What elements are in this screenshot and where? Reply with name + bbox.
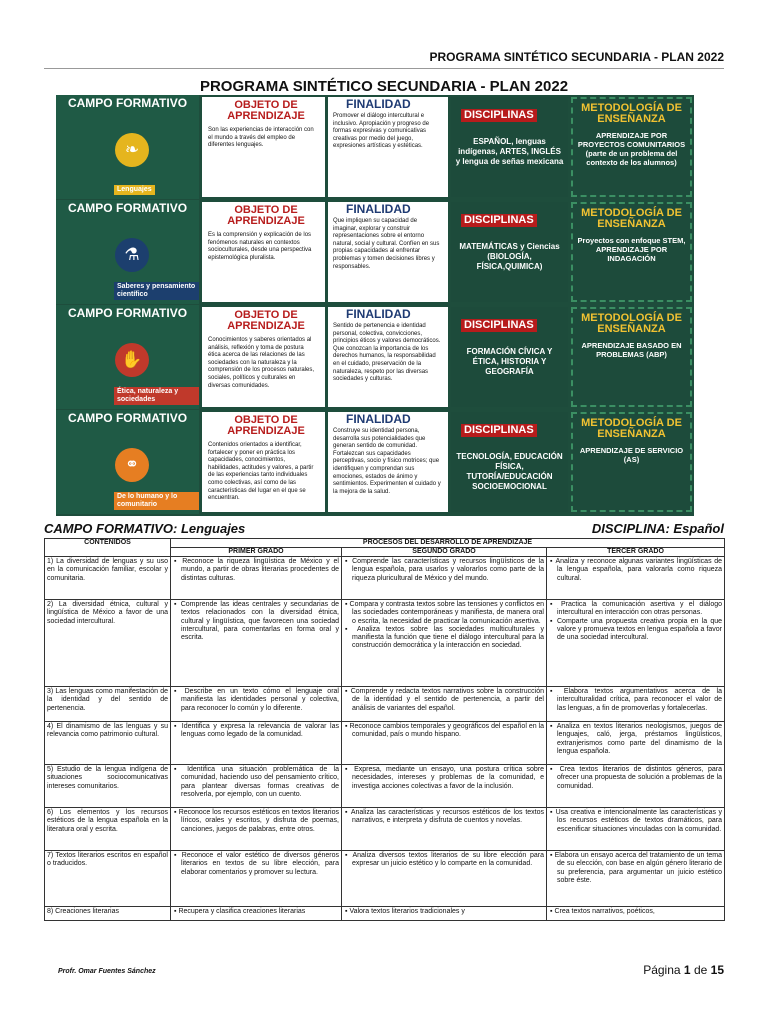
bullet-text: Reconoce cambios temporales y geográficos del español en la comunidad, país o mundo hispano. xyxy=(349,723,544,739)
page-title: PROGRAMA SINTÉTICO SECUNDARIA - PLAN 2022 xyxy=(199,78,569,95)
disciplinas-card xyxy=(451,202,568,302)
bullet-item: ▪ Analiza diversos textos literarios de su libre elección para expresar un juicio estético y lo comparte en la comunidad. xyxy=(345,852,544,868)
bullet-text: Elabora un ensayo acerca del tratamiento de un tema de su elección, con base en algún género literario de su preferencia, para argumentar un juicio estético sobre éste. xyxy=(554,852,723,884)
table-row xyxy=(45,687,725,722)
campo-row xyxy=(56,200,694,304)
campo-title: CAMPO FORMATIVO xyxy=(67,96,188,110)
bullet-item: ▪ Identifica y expresa la relevancia de valorar las lenguas como legado de la comunidad. xyxy=(174,723,339,739)
objeto-title: OBJETO DE APRENDIZAJE xyxy=(227,309,305,332)
bullet-item: ▪ Reconoce el valor estético de diversos géneros literarios en textos de su libre elección, para elaborar comentarios y promover su lectura. xyxy=(174,852,339,876)
bullet-text: Analiza las características y recursos estéticos de los textos narrativos, e interpreta y disfruta de cuentos y novelas. xyxy=(350,809,544,825)
grado-cell xyxy=(342,600,547,687)
disciplinas-card xyxy=(451,97,568,197)
bullet-text: Valora textos literarios tradicionales y xyxy=(349,908,465,915)
grado-cell xyxy=(547,557,725,600)
page-label: Página xyxy=(643,963,681,977)
disciplinas-title: DISCIPLINAS xyxy=(461,109,537,122)
grado-cell xyxy=(342,687,547,722)
bullet-text: Crea textos literarios de distintos géneros, para ofrecer una propuesta de solución a problemas de la comunidad. xyxy=(557,766,723,790)
grado-cell xyxy=(342,851,547,907)
finalidad-text: Construye su identidad persona, desarrolla sus potencialidades que generan sentido de comunidad. Fortalezcan sus capacidades perceptivas, socio y físico motrices; que identifiquen y comprendan sus emociones, estados de ánimo y sentimientos. Experimenten el cuidado y la mejora de la salud. xyxy=(333,428,441,495)
contenido-cell xyxy=(45,722,171,765)
campo-panel xyxy=(56,95,199,199)
bullet-item: ▪ Elabora textos argumentativos acerca de la interculturalidad crítica, para reconocer el valor de las lenguas, a fin de promoverlas y fortalecerlas. xyxy=(550,688,723,712)
objeto-text: Son las experiencias de interacción con el mundo a través del empleo de diferentes lenguajes. xyxy=(208,127,314,149)
handshake-icon: ⚭ xyxy=(115,448,149,482)
campo-formativo-heading: CAMPO FORMATIVO: Lenguajes xyxy=(44,521,246,536)
grado-cell xyxy=(547,907,725,921)
table-row xyxy=(45,765,725,808)
finalidad-title: FINALIDAD xyxy=(346,202,411,216)
contenido-text: 7) Textos literarios escritos en español o traducidos. xyxy=(47,852,168,868)
grado-cell xyxy=(547,808,725,851)
running-header: PROGRAMA SINTÉTICO SECUNDARIA - PLAN 2022 xyxy=(429,50,724,64)
contenido-text: 8) Creaciones literarias xyxy=(47,908,119,915)
metodologia-text: APRENDIZAJE POR PROYECTOS COMUNITARIOS (parte de un problema del contexto de los alumnos) xyxy=(577,131,686,167)
metodologia-card xyxy=(571,412,692,512)
bullet-item: ▪ Elabora un ensayo acerca del tratamiento de un tema de su elección, con base en algún género literario de su preferencia, para argumentar un juicio estético sobre éste. xyxy=(550,852,723,884)
disciplinas-text: MATEMÁTICAS y Ciencias (BIOLOGÍA, FÍSICA,QUIMICA) xyxy=(459,242,560,271)
grado-cell xyxy=(547,722,725,765)
finalidad-title: FINALIDAD xyxy=(346,307,411,321)
finalidad-title: FINALIDAD xyxy=(346,97,411,111)
metodologia-title: METODOLOGÍA DE ENSEÑANZA xyxy=(581,417,682,440)
header-contenidos: CONTENIDOS xyxy=(45,539,171,557)
grado-cell xyxy=(547,687,725,722)
bullet-item: ▪ Crea textos literarios de distintos géneros, para ofrecer una propuesta de solución a problemas de la comunidad. xyxy=(550,766,723,790)
grado-cell xyxy=(342,722,547,765)
finalidad-text: Promover el diálogo intercultural e inclusivo. Apropiación y progreso de formas expresivas y comunicativas creativas por medio del juego, expresiones artísticas y estéticas. xyxy=(333,113,430,150)
grado-cell xyxy=(171,722,342,765)
bullet-item: ▪ Analiza las características y recursos estéticos de los textos narrativos, e interpreta y disfruta de cuentos y novelas. xyxy=(345,809,544,825)
disciplinas-title: DISCIPLINAS xyxy=(461,319,537,332)
bullet-text: Analiza textos sobre las sociedades multiculturales y manifiesta la función que tiene el diálogo intercultural para la construcción democrática y la interacción en sociedad. xyxy=(352,625,544,650)
contenido-text: 1) La diversidad de lenguas y su uso en la comunicación familiar, escolar y comunitaria. xyxy=(47,558,168,582)
contenido-cell xyxy=(45,808,171,851)
bullet-item: ▪ Analiza textos sobre las sociedades multiculturales y manifiesta la función que tiene el diálogo intercultural para la construcción democrática y la interacción en sociedad. xyxy=(345,625,544,650)
bullet-text: Reconoce el valor estético de diversos géneros literarios en textos de su libre elección, para elaborar comentarios y promover su lectura. xyxy=(181,852,339,876)
bullet-item: ▪ Reconoce la riqueza lingüística de México y el mundo, a partir de obras literarias procedentes de distintas culturas. xyxy=(174,558,339,582)
bullet-text: Identifica una situación problemática de la comunidad, haciendo uso del pensamiento crítico, para plantear diversas formas creativas de resolverla, por ejemplo, con un cuento. xyxy=(181,766,339,798)
bullet-item: ▪ Comprende y redacta textos narrativos sobre la construcción de la identidad y el sentido de pertenencia, a partir del análisis de variantes del español. xyxy=(345,688,544,712)
contenido-cell xyxy=(45,600,171,687)
contenido-cell xyxy=(45,687,171,722)
campos-infographic xyxy=(56,95,694,516)
page-of: de xyxy=(693,963,708,977)
bullet-text: Expresa, mediante un ensayo, una postura crítica sobre necesidades, intereses y problemas de la comunidad, e investiga acciones colectivas a favor de la inclusión. xyxy=(352,766,544,790)
disciplina-heading: DISCIPLINA: Español xyxy=(591,521,724,536)
campo-label: Saberes y pensamiento científico xyxy=(114,282,199,300)
bullet-item: ▪ Expresa, mediante un ensayo, una postura crítica sobre necesidades, intereses y problemas de la comunidad, e investiga acciones colectivas a favor de la inclusión. xyxy=(345,766,544,790)
bullet-text: Comprende y redacta textos narrativos sobre la construcción de la identidad y el sentido de pertenencia, a partir del análisis de variantes del español. xyxy=(350,688,544,712)
bullet-item: ▪ Analiza y reconoce algunas variantes lingüísticas de la lengua española, para valorarla como riqueza cultural. xyxy=(550,558,723,582)
page-total: 15 xyxy=(710,963,724,977)
bullet-item: ▪ Comprende las características y recursos lingüísticos de la lengua española, para usarlos y valorarlos como parte de la riqueza pluricultural de México y del mundo. xyxy=(345,558,544,582)
header-divider xyxy=(44,68,724,69)
table-row xyxy=(45,557,725,600)
objeto-title: OBJETO DE APRENDIZAJE xyxy=(227,204,305,227)
table-row xyxy=(45,907,725,921)
contenido-text: 2) La diversidad étnica, cultural y lingüística de México a favor de una sociedad intercultural. xyxy=(47,601,168,625)
flask-icon: ⚗ xyxy=(115,238,149,272)
objeto-title: OBJETO DE APRENDIZAJE xyxy=(227,414,305,437)
contenido-text: 6) Los elementos y los recursos estéticos de la lengua española en la literatura oral y escrita. xyxy=(47,809,168,833)
finalidad-title: FINALIDAD xyxy=(346,412,411,426)
campo-label: Ética, naturaleza y sociedades xyxy=(114,387,199,405)
bullet-text: Reconoce los recursos estéticos en textos literarios líricos, orales y escritos, y disfruta de poemas, canciones, juegos de palabras, entre otros. xyxy=(178,809,339,833)
page-current: 1 xyxy=(683,963,691,977)
disciplinas-text: TECNOLOGÍA, EDUCACIÓN FÍSICA, TUTORÍA/EDUCACIÓN SOCIOEMOCIONAL xyxy=(456,452,563,491)
bullet-text: Analiza y reconoce algunas variantes lingüísticas de la lengua española, para valorarla como riqueza cultural. xyxy=(555,558,723,582)
metodologia-title: METODOLOGÍA DE ENSEÑANZA xyxy=(581,207,682,230)
objeto-card xyxy=(202,97,325,197)
header-tercer-grado: TERCER GRADO xyxy=(547,548,725,557)
bullet-text: Comparte una propuesta creativa propia en la que valore y promueva textos en lengua española a favor de una sociedad intercultural. xyxy=(557,617,723,642)
grado-cell xyxy=(171,557,342,600)
objeto-text: Es la comprensión y explicación de los fenómenos naturales en contextos socioculturales, desde una perspectiva epistemológica pluralista. xyxy=(208,232,312,261)
grado-cell xyxy=(171,907,342,921)
grado-cell xyxy=(171,808,342,851)
objeto-text: Conocimientos y saberes orientados al análisis, reflexión y toma de postura ética acerca de las relaciones de las sociedades con la naturaleza y la comprensión de los procesos naturales, sociales, políticos y culturales en diversas comunidades. xyxy=(208,337,315,389)
finalidad-card xyxy=(328,97,448,197)
metodologia-card xyxy=(571,307,692,407)
campo-title: CAMPO FORMATIVO xyxy=(67,411,188,425)
bullet-item: ▪ Comparte una propuesta creativa propia en la que valore y promueva textos en lengua española a favor de una sociedad intercultural. xyxy=(550,617,723,642)
table-row xyxy=(45,851,725,907)
bullet-item: ▪ Usa creativa e intencionalmente las características y los recursos estéticos de textos dramáticos, para escenificar situaciones vinculadas con la comunidad. xyxy=(550,809,723,833)
finalidad-card xyxy=(328,307,448,407)
bullet-text: Elabora textos argumentativos acerca de la interculturalidad crítica, para reconocer el valor de las lenguas, a fin de promoverlas y fortalecerlas. xyxy=(557,688,723,712)
grado-cell xyxy=(171,600,342,687)
contenido-cell xyxy=(45,907,171,921)
objeto-title: OBJETO DE APRENDIZAJE xyxy=(227,99,305,122)
metodologia-text: APRENDIZAJE BASADO EN PROBLEMAS (ABP) xyxy=(581,341,682,359)
campo-title: CAMPO FORMATIVO xyxy=(67,201,188,215)
disciplinas-title: DISCIPLINAS xyxy=(461,424,537,437)
bullet-item: ▪ Crea textos narrativos, poéticos, xyxy=(550,908,655,915)
table-row xyxy=(45,808,725,851)
bullet-text: Identifica y expresa la relevancia de valorar las lenguas como legado de la comunidad. xyxy=(181,723,339,739)
bullet-item: ▪ Valora textos literarios tradicionales y xyxy=(345,908,465,915)
bullet-text: Comprende las características y recursos lingüísticos de la lengua española, para usarlos y valorarlos como parte de la riqueza pluricultural de México y del mundo. xyxy=(352,558,544,582)
metodologia-text: Proyectos con enfoque STEM, APRENDIZAJE POR INDAGACIÓN xyxy=(577,236,686,263)
campo-row xyxy=(56,305,694,409)
campo-label: Lenguajes xyxy=(114,185,155,195)
bullet-text: Compara y contrasta textos sobre las tensiones y conflictos en las sociedades contemporáneas y manifiesta, de manera oral o escrita, la necesidad de practicar la comunicación asertiva. xyxy=(349,601,544,625)
metodologia-card xyxy=(571,202,692,302)
disciplinas-card xyxy=(451,412,568,512)
objeto-card xyxy=(202,307,325,407)
objeto-card xyxy=(202,412,325,512)
bullet-text: Recupera y clasifica creaciones literarias xyxy=(178,908,306,915)
bullet-text: Usa creativa e intencionalmente las características y los recursos estéticos de textos dramáticos, para escenificar situaciones vinculadas con la comunidad. xyxy=(555,809,723,833)
page-number xyxy=(643,963,724,977)
campo-panel xyxy=(56,410,199,514)
bullet-item: ▪ Reconoce cambios temporales y geográficos del español en la comunidad, país o mundo hispano. xyxy=(345,723,544,739)
campo-row xyxy=(56,410,694,514)
campo-panel xyxy=(56,200,199,304)
programa-table xyxy=(44,538,725,921)
contenido-cell xyxy=(45,765,171,808)
header-primer-grado: PRIMER GRADO xyxy=(171,548,342,557)
bullet-item: ▪ Reconoce los recursos estéticos en textos literarios líricos, orales y escritos, y disfruta de poemas, canciones, juegos de palabras, entre otros. xyxy=(174,809,339,833)
bullet-item: ▪ Compara y contrasta textos sobre las tensiones y conflictos en las sociedades contemporáneas y manifiesta, de manera oral o escrita, la necesidad de practicar la comunicación asertiva. xyxy=(345,601,544,625)
campo-row xyxy=(56,95,694,199)
contenido-text: 3) Las lenguas como manifestación de la identidad y del sentido de pertenencia. xyxy=(47,688,168,712)
table-row xyxy=(45,600,725,687)
finalidad-card xyxy=(328,412,448,512)
bullet-item: ▪ Recupera y clasifica creaciones literarias xyxy=(174,908,306,915)
grado-cell xyxy=(342,907,547,921)
grado-cell xyxy=(171,851,342,907)
hand-icon: ✋ xyxy=(115,343,149,377)
contenido-cell xyxy=(45,557,171,600)
metodologia-title: METODOLOGÍA DE ENSEÑANZA xyxy=(581,102,682,125)
bullet-item: ▪ Practica la comunicación asertiva y el diálogo intercultural en interacción con otras personas. xyxy=(550,601,722,617)
header-procesos: PROCESOS DEL DESARROLLO DE APRENDIZAJE xyxy=(171,539,725,548)
bullet-text: Analiza diversos textos literarios de su libre elección para expresar un juicio estético y lo comparte en la comunidad. xyxy=(352,852,544,868)
author-credit: Profr. Omar Fuentes Sánchez xyxy=(58,968,156,975)
metodologia-card xyxy=(571,97,692,197)
campo-label: De lo humano y lo comunitario xyxy=(114,492,199,510)
campo-title: CAMPO FORMATIVO xyxy=(67,306,188,320)
objeto-card xyxy=(202,202,325,302)
grado-cell xyxy=(547,765,725,808)
bullet-text: Comprende las ideas centrales y secundarias de textos relacionados con la diversidad étnica, cultural y lingüística, que favorecen una sociedad intercultural, para comentarlas en forma oral y escrita. xyxy=(180,601,339,642)
finalidad-text: Que impliquen su capacidad de imaginar, explorar y construir representaciones sobre el entorno natural, social y cultural. Confíen en sus propias capacidades al enfrentar problemas y tomen decisiones libres y responsables. xyxy=(333,218,440,270)
grado-cell xyxy=(342,557,547,600)
grado-cell xyxy=(342,808,547,851)
disciplinas-card xyxy=(451,307,568,407)
disciplinas-title: DISCIPLINAS xyxy=(461,214,537,227)
disciplinas-text: ESPAÑOL, lenguas indígenas, ARTES, INGLÉS y lengua de señas mexicana xyxy=(455,137,564,166)
bullet-text: Describe en un texto cómo el lenguaje oral manifiesta las identidades personal y colectiva, para reconocer lo común y lo diferente. xyxy=(181,688,339,712)
grado-cell xyxy=(171,765,342,808)
table-row xyxy=(45,722,725,765)
bullet-item: ▪ Analiza en textos literarios neologismos, juegos de lenguajes, caló, jerga, préstamos lingüísticos, extranjerismos como parte del dinamismo de la lengua española. xyxy=(550,723,723,755)
grado-cell xyxy=(547,851,725,907)
grado-cell xyxy=(171,687,342,722)
bullet-text: Crea textos narrativos, poéticos, xyxy=(554,908,655,915)
contenido-text: 5) Estudio de la lengua indígena de situaciones sociocomunicativas intereses comunitarios. xyxy=(47,766,168,790)
metodologia-text: APRENDIZAJE DE SERVICIO (AS) xyxy=(579,446,684,464)
contenido-text: 4) El dinamismo de las lenguas y su relevancia como patrimonio cultural. xyxy=(47,723,168,739)
leaf-icon: ❧ xyxy=(115,133,149,167)
bullet-item: ▪ Comprende las ideas centrales y secundarias de textos relacionados con la diversidad étnica, cultural y lingüística, que favorecen una sociedad intercultural, para comentarlas en forma oral y escrita. xyxy=(174,601,339,642)
bullet-item: ▪ Identifica una situación problemática de la comunidad, haciendo uso del pensamiento crítico, para plantear diversas formas creativas de resolverla, por ejemplo, con un cuento. xyxy=(174,766,339,798)
bullet-text: Analiza en textos literarios neologismos, juegos de lenguajes, caló, jerga, préstamos lingüísticos, extranjerismos como parte del dinamismo de la lengua española. xyxy=(556,723,723,755)
finalidad-card xyxy=(328,202,448,302)
finalidad-text: Sentido de pertenencia e identidad personal, colectiva, convicciones, principios éticos y valores democráticos. Que conozcan la importancia de los derechos humanos, la responsabilidad en el cuidado, preservación de la naturaleza, respeto por las diversas sociedades y culturas. xyxy=(333,323,441,383)
grado-cell xyxy=(342,765,547,808)
contenido-cell xyxy=(45,851,171,907)
bullet-item: ▪ Describe en un texto cómo el lenguaje oral manifiesta las identidades personal y colectiva, para reconocer lo común y lo diferente. xyxy=(174,688,339,712)
header-segundo-grado: SEGUNDO GRADO xyxy=(342,548,547,557)
bullet-text: Practica la comunicación asertiva y el diálogo intercultural en interacción con otras personas. xyxy=(557,601,722,617)
bullet-text: Reconoce la riqueza lingüística de México y el mundo, a partir de obras literarias procedentes de distintas culturas. xyxy=(181,558,339,582)
grado-cell xyxy=(547,600,725,687)
metodologia-title: METODOLOGÍA DE ENSEÑANZA xyxy=(581,312,682,335)
campo-panel xyxy=(56,305,199,409)
objeto-text: Contenidos orientados a identificar, fortalecer y poner en práctica los capacidades, conocimientos, habilidades, actitudes y valores, a partir de las experiencias tanto individuales como colectivas, así como de las características del lugar en el que se encuentran. xyxy=(208,442,314,502)
disciplinas-text: FORMACIÓN CÍVICA Y ÉTICA, HISTORIA Y GEOGRAFÍA xyxy=(466,347,553,376)
